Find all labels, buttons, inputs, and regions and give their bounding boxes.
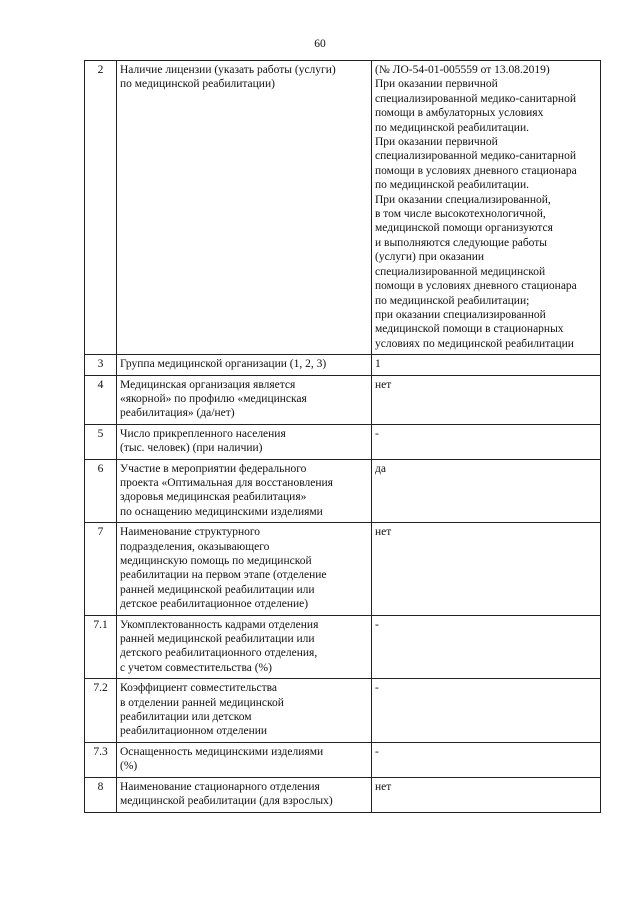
indicator-name-line: реабилитации на первом этапе (отделение — [120, 569, 327, 582]
indicator-name-cell — [117, 424, 372, 459]
indicator-value-line: специализированной медико-санитарной — [375, 150, 576, 163]
indicator-value-cell — [372, 615, 601, 679]
indicator-value-line: При оказании первичной — [375, 78, 498, 91]
row-number: 3 — [85, 355, 117, 375]
indicator-name-line: Медицинская организация является — [120, 378, 296, 391]
indicator-value-line: При оказании специализированной, — [375, 193, 551, 206]
indicator-value-line: При оказании первичной — [375, 136, 498, 149]
indicator-name-cell — [117, 777, 372, 812]
row-number: 7.3 — [85, 742, 117, 777]
indicator-value-cell — [372, 424, 601, 459]
indicator-value-cell — [372, 523, 601, 615]
indicator-name-line: с учетом совместительства (%) — [120, 661, 272, 674]
indicator-name-line: реабилитация» (да/нет) — [120, 407, 235, 420]
indicator-value-line: нет — [375, 780, 392, 793]
indicator-value-line: - — [375, 427, 379, 440]
indicator-name-line: Число прикрепленного населения — [120, 427, 286, 440]
indicator-name-line: детского реабилитационного отделения, — [120, 647, 318, 660]
indicator-value-line: - — [375, 618, 379, 631]
table-row — [85, 679, 601, 743]
indicator-value-line: медицинской помощи в стационарных — [375, 323, 564, 336]
indicator-name-line: Группа медицинской организации (1, 2, 3) — [120, 358, 327, 371]
indicator-value-cell — [372, 459, 601, 523]
indicator-name-line: Наименование стационарного отделения — [120, 780, 320, 793]
indicator-value-line: специализированной медико-санитарной — [375, 92, 576, 105]
table-row — [85, 777, 601, 812]
indicator-value-line: при оказании специализированной — [375, 308, 546, 321]
indicator-value-line: в том числе высокотехнологичной, — [375, 208, 546, 221]
indicator-value-cell — [372, 777, 601, 812]
table-row — [85, 742, 601, 777]
indicator-value-line: условиях по медицинской реабилитации — [375, 337, 574, 350]
indicator-value-line: да — [375, 462, 386, 475]
indicator-value-line: (№ ЛО-54-01-005559 от 13.08.2019) — [375, 64, 550, 76]
row-number: 2 — [85, 61, 117, 355]
indicator-name-cell — [117, 355, 372, 375]
indicator-name-line: реабилитации или детском — [120, 711, 252, 724]
indicator-value-line: по медицинской реабилитации. — [375, 121, 529, 134]
indicator-name-line: ранней медицинской реабилитации или — [120, 583, 315, 596]
rehabilitation-info-table — [84, 60, 601, 813]
indicator-name-cell — [117, 459, 372, 523]
indicator-name-line: медицинской реабилитации (для взрослых) — [120, 795, 333, 808]
indicator-name-line: медицинскую помощь по медицинской — [120, 555, 312, 567]
indicator-name-line: ранней медицинской реабилитации или — [120, 633, 315, 646]
row-number: 5 — [85, 424, 117, 459]
indicator-name-line: (%) — [120, 760, 138, 773]
indicator-name-cell — [117, 742, 372, 777]
indicator-value-cell — [372, 742, 601, 777]
indicator-value-line: - — [375, 682, 379, 695]
indicator-value-line: по медицинской реабилитации; — [375, 294, 530, 307]
indicator-value-line: помощи в амбулаторных условиях — [375, 107, 544, 120]
row-number: 7 — [85, 523, 117, 615]
indicator-name-line: в отделении ранней медицинской — [120, 696, 284, 709]
table-row — [85, 355, 601, 375]
indicator-name-line: здоровья медицинская реабилитация» — [120, 491, 307, 504]
indicator-name-cell — [117, 61, 372, 355]
indicator-value-cell — [372, 679, 601, 743]
row-number: 6 — [85, 459, 117, 523]
indicator-name-cell — [117, 375, 372, 424]
indicator-value-line: медицинской помощи организуются — [375, 222, 553, 235]
indicator-value-line: нет — [375, 378, 392, 391]
table-row — [85, 523, 601, 615]
row-number: 7.1 — [85, 615, 117, 679]
page-number: 60 — [314, 38, 326, 50]
indicator-name-line: по оснащению медицинскими изделиями — [120, 505, 323, 518]
indicator-value-cell — [372, 61, 601, 355]
indicator-name-line: Наличие лицензии (указать работы (услуги) — [120, 64, 336, 76]
row-number: 8 — [85, 777, 117, 812]
indicator-value-line: и выполняются следующие работы — [375, 236, 548, 249]
table-row — [85, 459, 601, 523]
table-row — [85, 424, 601, 459]
indicator-value-line: нет — [375, 526, 392, 539]
indicator-name-cell — [117, 615, 372, 679]
table-row — [85, 375, 601, 424]
indicator-name-cell — [117, 523, 372, 615]
indicator-name-line: подразделения, оказывающего — [120, 540, 270, 553]
indicator-name-line: по медицинской реабилитации) — [120, 78, 275, 91]
indicator-name-line: Укомплектованность кадрами отделения — [120, 618, 319, 631]
row-number: 4 — [85, 375, 117, 424]
indicator-name-line: Участие в мероприятии федерального — [120, 462, 307, 475]
indicator-value-line: помощи в условиях дневного стационара — [375, 280, 577, 293]
indicator-name-line: Оснащенность медицинскими изделиями — [120, 745, 324, 758]
indicator-name-line: Коэффициент совместительства — [120, 682, 277, 695]
indicator-value-line: (услуги) при оказании — [375, 251, 485, 264]
indicator-value-line: помощи в условиях дневного стационара — [375, 164, 577, 177]
indicator-name-line: реабилитационном отделении — [120, 725, 268, 738]
indicator-value-line: по медицинской реабилитации. — [375, 179, 529, 192]
indicator-name-cell — [117, 679, 372, 743]
indicator-name-line: (тыс. человек) (при наличии) — [120, 442, 263, 455]
table-row — [85, 61, 601, 355]
indicator-value-line: - — [375, 745, 379, 758]
table-row — [85, 615, 601, 679]
indicator-name-line: «якорной» по профилю «медицинская — [120, 392, 307, 405]
indicator-value-line: специализированной медицинской — [375, 265, 546, 278]
indicator-name-line: Наименование структурного — [120, 526, 261, 539]
indicator-name-line: проекта «Оптимальная для восстановления — [120, 476, 333, 489]
indicator-value-line: 1 — [375, 358, 381, 371]
row-number: 7.2 — [85, 679, 117, 743]
indicator-value-cell — [372, 375, 601, 424]
indicator-name-line: детское реабилитационное отделение) — [120, 598, 309, 611]
indicator-value-cell — [372, 355, 601, 375]
